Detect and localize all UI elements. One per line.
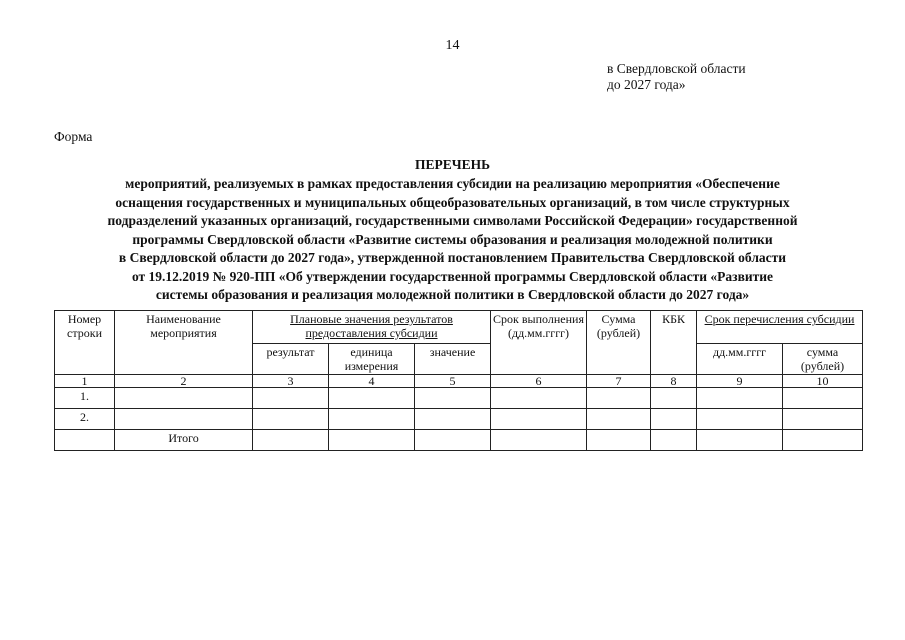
- header-row-number: Номер строки: [55, 311, 115, 375]
- empty-cell: [651, 388, 697, 409]
- activities-table: [54, 310, 863, 451]
- subtitle-line: от 19.12.2019 № 920-ПП «Об утверждении государственной программы Свердловской области «Развитие: [131, 268, 774, 284]
- empty-cell: [253, 388, 329, 409]
- header-planned-values: Плановые значения результатов предоставления субсидии: [253, 311, 491, 344]
- column-number: 5: [415, 375, 491, 388]
- empty-cell: [697, 409, 783, 430]
- empty-cell: [587, 409, 651, 430]
- table-row: [55, 409, 863, 430]
- empty-cell: [329, 388, 415, 409]
- header-result: результат: [253, 344, 329, 375]
- row-number-cell: 1.: [55, 388, 115, 409]
- table-row: [55, 430, 863, 451]
- column-number: 10: [783, 375, 863, 388]
- row-number-cell: 2.: [55, 409, 115, 430]
- empty-cell: [587, 388, 651, 409]
- header-deadline: Срок выполнения (дд.мм.гггг): [491, 311, 587, 375]
- subtitle-line: в Свердловской области до 2027 года», утвержденной постановлением Правительства Свердловской области: [118, 250, 787, 265]
- table-row: [55, 388, 863, 409]
- empty-cell: [491, 409, 587, 430]
- row-name-cell: [115, 409, 253, 430]
- empty-cell: [491, 430, 587, 451]
- document-subtitle: [0, 175, 905, 305]
- header-amount: Сумма (рублей): [587, 311, 651, 375]
- empty-cell: [651, 430, 697, 451]
- header-transfer-sum: сумма (рублей): [783, 344, 863, 375]
- empty-cell: [329, 409, 415, 430]
- column-number: 2: [115, 375, 253, 388]
- empty-cell: [783, 430, 863, 451]
- subtitle-line: системы образования и реализация молодежной политики в Свердловской области до 2027 года»: [155, 287, 750, 302]
- column-number: 8: [651, 375, 697, 388]
- document-title: ПЕРЕЧЕНЬ: [414, 157, 491, 172]
- row-number-cell: [55, 430, 115, 451]
- subtitle-line: программы Свердловской области «Развитие системы образования и реализация молодежной политики: [132, 231, 773, 247]
- empty-cell: [587, 430, 651, 451]
- column-number: 1: [55, 375, 115, 388]
- empty-cell: [697, 388, 783, 409]
- empty-cell: [253, 430, 329, 451]
- subtitle-line: мероприятий, реализуемых в рамках предоставления субсидии на реализацию мероприятия «Обеспечение: [125, 176, 780, 191]
- empty-cell: [783, 409, 863, 430]
- page-number: 14: [445, 38, 460, 53]
- empty-cell: [415, 409, 491, 430]
- header-value: значение: [415, 344, 491, 375]
- row-name-cell: Итого: [115, 430, 253, 451]
- empty-cell: [253, 409, 329, 430]
- empty-cell: [329, 430, 415, 451]
- table-header-row: [55, 311, 863, 344]
- column-number: 9: [697, 375, 783, 388]
- subtitle-line: подразделений указанных организаций, государственными символами Российской Федерации» государственной: [107, 213, 798, 228]
- empty-cell: [491, 388, 587, 409]
- header-unit: единица измерения: [329, 344, 415, 375]
- column-number: 4: [329, 375, 415, 388]
- column-number: 6: [491, 375, 587, 388]
- header-transfer-period: Срок перечисления субсидии: [697, 311, 863, 344]
- column-number-row: [55, 375, 863, 388]
- form-label: Форма: [54, 129, 93, 144]
- subtitle-line: оснащения государственных и муниципальных общеобразовательных организаций, в том числе структурных: [115, 194, 790, 210]
- header-note-line: в Свердловской области: [607, 61, 746, 76]
- empty-cell: [651, 409, 697, 430]
- empty-cell: [697, 430, 783, 451]
- empty-cell: [783, 388, 863, 409]
- header-activity-name: Наименование мероприятия: [115, 311, 253, 375]
- header-note-line: до 2027 года»: [607, 77, 686, 92]
- header-kbk: КБК: [651, 311, 697, 375]
- column-number: 3: [253, 375, 329, 388]
- header-note: [607, 61, 746, 93]
- header-transfer-date: дд.мм.гггг: [697, 344, 783, 375]
- empty-cell: [415, 430, 491, 451]
- column-number: 7: [587, 375, 651, 388]
- empty-cell: [415, 388, 491, 409]
- row-name-cell: [115, 388, 253, 409]
